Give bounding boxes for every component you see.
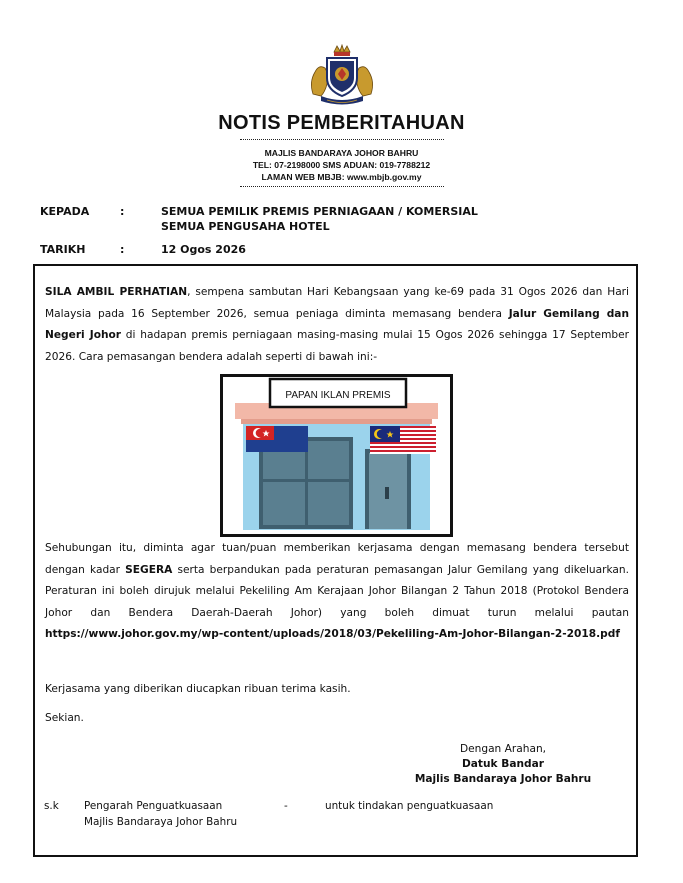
signature-org: Majlis Bandaraya Johor Bahru: [414, 773, 592, 785]
shop-window-left: [263, 441, 305, 525]
paragraph-cooperation: [45, 538, 629, 646]
kepada-label: KEPADA: [40, 205, 90, 218]
kepada-line-1: SEMUA PEMILIK PREMIS PERNIAGAAN / KOMERSIAL: [161, 205, 478, 218]
door-handle: [385, 487, 389, 499]
paragraph-intro: [45, 282, 629, 368]
kepada-colon: :: [120, 205, 125, 218]
org-phone: TEL: 07-2198000 SMS ADUAN: 019-7788212: [252, 160, 431, 170]
signboard-label: PAPAN IKLAN PREMIS: [285, 390, 391, 401]
title-divider: [240, 139, 444, 140]
paragraph-closing: Sekian.: [45, 712, 84, 724]
coop-text-a: Sehubungan itu, diminta agar tuan/puan memberikan kerjasama dengan memasang bendera tersebut dengan kadar: [45, 542, 629, 576]
cc-recipient-org: Majlis Bandaraya Johor Bahru: [84, 816, 238, 828]
signature-title: Datuk Bandar: [461, 758, 544, 770]
shop-awning-edge: [241, 419, 432, 424]
tarikh-value: 12 Ogos 2026: [161, 243, 246, 256]
segera-text: SEGERA: [125, 563, 173, 576]
window-mullion: [263, 479, 349, 482]
notice-title: NOTIS PEMBERITAHUAN: [218, 112, 465, 134]
intro-text-a: , sempena sambutan Hari Kebangsaan yang ke-69 pada 31 Ogos 2026 dan Hari Malaysia pada 16 September 2026, semua peniaga diminta memasang bendera: [45, 286, 629, 320]
pekeliling-link[interactable]: https://www.johor.gov.my/wp-content/uploads/2018/03/Pekeliling-Am-Johor-Bilangan-2-2018.pdf: [45, 628, 620, 640]
org-name: MAJLIS BANDARAYA JOHOR BAHRU: [264, 148, 419, 158]
attention-text: SILA AMBIL PERHATIAN: [45, 286, 188, 298]
flags-text: Jalur Gemilang dan Negeri Johor: [45, 307, 629, 341]
cc-recipient: Pengarah Penguatkuasaan: [84, 800, 223, 812]
johor-flag: [246, 426, 308, 452]
cc-label: s.k: [44, 800, 59, 812]
mbjb-crest-logo: [307, 44, 377, 106]
cc-purpose: untuk tindakan penguatkuasaan: [325, 800, 494, 812]
shop-window-right: [308, 441, 349, 525]
contact-divider: [240, 186, 444, 187]
shopfront-illustration: [223, 377, 450, 534]
tarikh-colon: :: [120, 243, 125, 256]
cc-dash: -: [284, 800, 288, 812]
signature-line-1: Dengan Arahan,: [459, 743, 547, 755]
malaysia-flag: [370, 426, 436, 454]
flag-installation-illustration: [220, 374, 453, 537]
paragraph-thanks: Kerjasama yang diberikan diucapkan ribuan terima kasih.: [45, 683, 351, 695]
coop-text-b: serta berpandukan pada peraturan pemasangan Jalur Gemilang yang dikeluarkan. Peraturan ini boleh dirujuk melalui Pekeliling Am Kerajaan Johor Bilangan 2 Tahun 2018 (Protokol Bendera Johor dan Bendera Daerah-Daerah Johor) yang boleh dimuat turun melalui pautan: [45, 563, 629, 619]
intro-text-b: di hadapan premis perniagaan masing-masing mulai 15 Ogos 2026 sehingga 17 September 2026. Cara pemasangan bendera adalah seperti di bawah ini:-: [45, 329, 629, 363]
notice-body-box: [33, 264, 638, 857]
org-website: LAMAN WEB MBJB: www.mbjb.gov.my: [261, 172, 422, 182]
tarikh-label: TARIKH: [40, 243, 86, 256]
kepada-line-2: SEMUA PENGUSAHA HOTEL: [161, 220, 330, 233]
